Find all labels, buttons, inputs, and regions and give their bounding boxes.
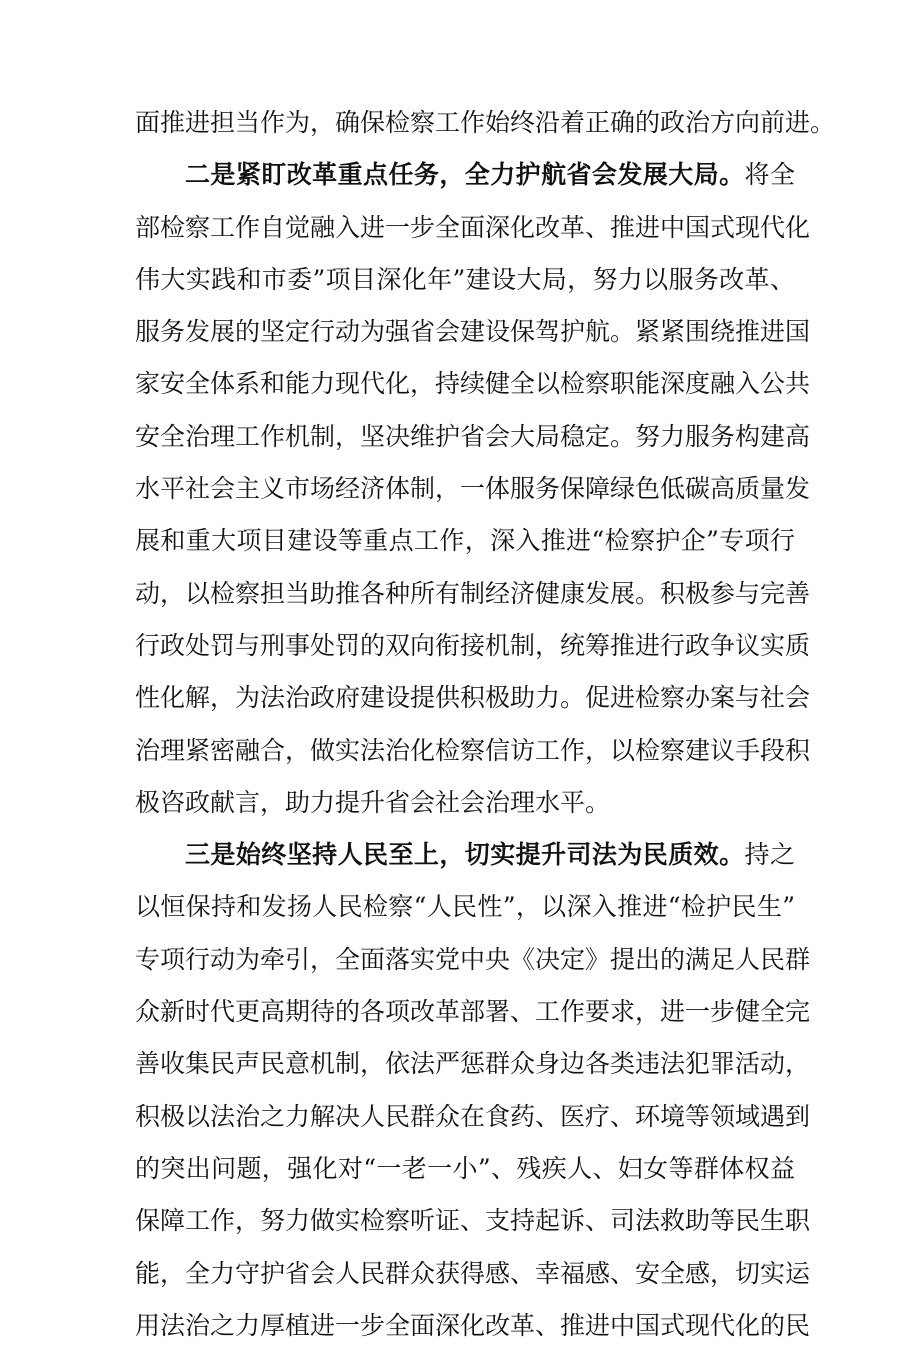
text-line: 善收集民声民意机制，依法严惩群众身边各类违法犯罪活动，	[135, 1049, 811, 1079]
text-line: 众新时代更高期待的各项改革部署、工作要求，进一步健全完	[135, 997, 811, 1027]
text-line: 积极以法治之力解决人民群众在食药、医疗、环境等领域遇到	[135, 1101, 811, 1131]
text-line: 服务发展的坚定行动为强省会建设保驾护航。紧紧围绕推进国	[135, 317, 811, 347]
text-line: 动，以检察担当助推各种所有制经济健康发展。积极参与完善	[135, 578, 811, 608]
text-line: 的突出问题，强化对“一老一小”、残疾人、妇女等群体权益	[135, 1153, 795, 1183]
text-line: 极咨政献言，助力提升省会社会治理水平。	[135, 787, 611, 817]
text-line: 保障工作，努力做实检察听证、支持起诉、司法救助等民生职	[135, 1206, 811, 1236]
text-line	[135, 829, 795, 881]
text-line: 安全治理工作机制，坚决维护省会大局稳定。努力服务构建高	[135, 421, 811, 451]
text-line: 性化解，为法治政府建设提供积极助力。促进检察办案与社会	[135, 683, 811, 713]
document-body	[135, 97, 836, 1352]
text-line: 治理紧密融合，做实法治化检察信访工作，以检察建议手段积	[135, 735, 811, 765]
heading-continuation: 将全	[744, 160, 795, 190]
text-line: 以恒保持和发扬人民检察“人民性”，以深入推进“检护民生”	[135, 892, 795, 922]
paragraph-3	[135, 829, 811, 1352]
paragraph-2	[135, 149, 811, 829]
text-line: 展和重大项目建设等重点工作，深入推进“检察护企”专项行	[135, 526, 795, 556]
text-line: 行政处罚与刑事处罚的双向衔接机制，统筹推进行政争议实质	[135, 630, 811, 660]
text-line: 能，全力守护省会人民群众获得感、幸福感、安全感，切实运	[135, 1258, 811, 1288]
text-line: 水平社会主义市场经济体制，一体服务保障绿色低碳高质量发	[135, 474, 811, 504]
text-line: 伟大实践和市委”项目深化年”建设大局，努力以服务改革、	[135, 264, 795, 294]
text-line: 家安全体系和能力现代化，持续健全以检察职能深度融入公共	[135, 369, 811, 399]
text-line: 部检察工作自觉融入进一步全面深化改革、推进中国式现代化	[135, 212, 811, 242]
paragraph-1	[135, 97, 836, 149]
text-line	[135, 149, 795, 201]
text-line: 用法治之力厚植进一步全面深化改革、推进中国式现代化的民	[135, 1310, 811, 1340]
paragraph-heading: 三是始终坚持人民至上，切实提升司法为民质效。	[185, 840, 745, 870]
paragraph-heading: 二是紧盯改革重点任务，全力护航省会发展大局。	[185, 160, 745, 190]
heading-continuation: 持之	[744, 840, 795, 870]
text-line: 面推进担当作为，确保检察工作始终沿着正确的政治方向前进。	[135, 108, 836, 137]
text-line: 专项行动为牵引，全面落实党中央《决定》提出的满足人民群	[135, 944, 811, 974]
